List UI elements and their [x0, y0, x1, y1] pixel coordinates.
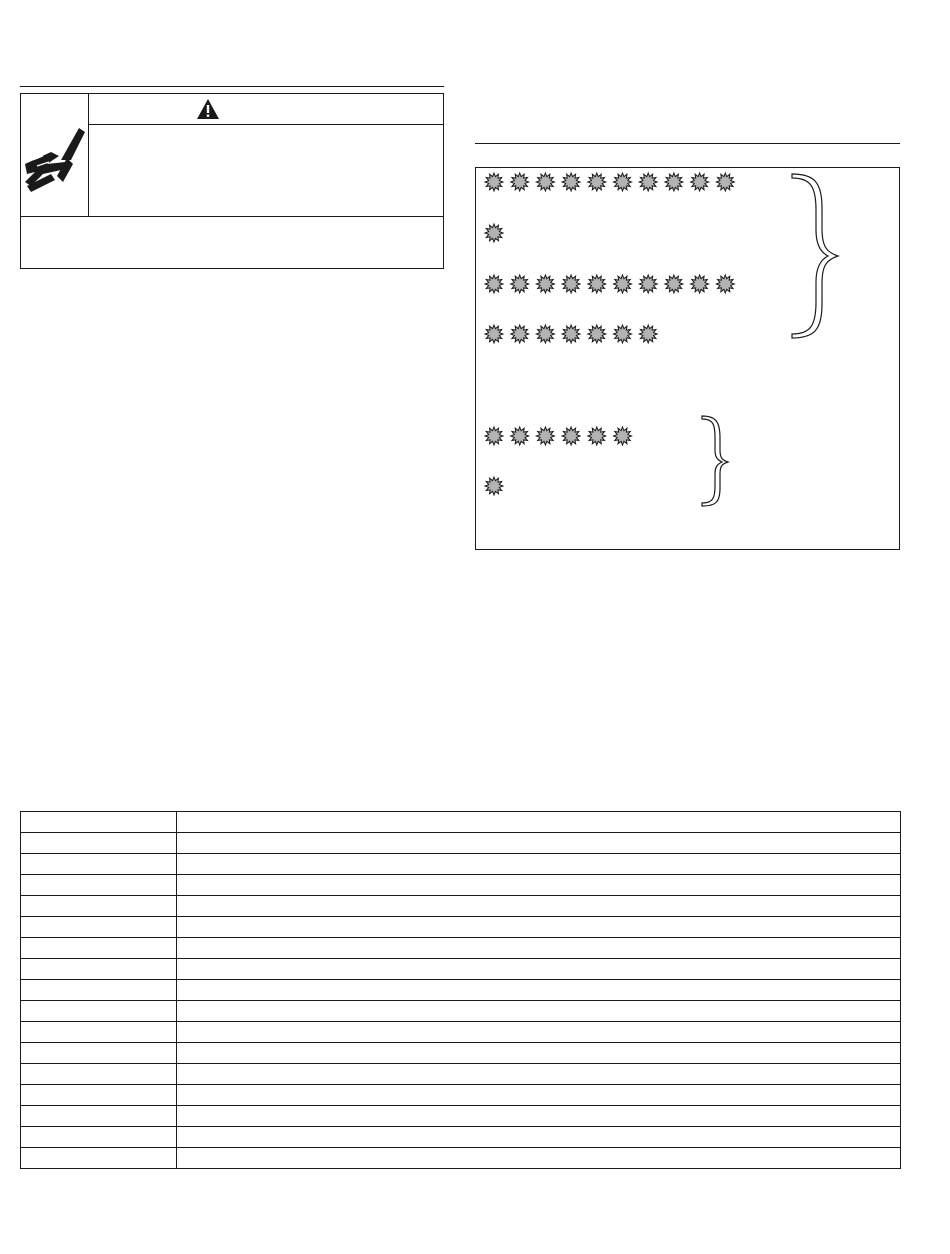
flash-starburst-icon: [485, 224, 503, 242]
flash-starburst-icon: [511, 275, 529, 293]
flash-starburst-icon: [485, 275, 503, 293]
flash-starburst-icon: [588, 427, 606, 445]
warning-triangle-icon: [196, 98, 220, 120]
group-a-brace: [792, 174, 838, 338]
flash-starburst-icon: [485, 477, 503, 495]
table-cell-description: [177, 938, 901, 959]
table-row: [21, 1022, 901, 1043]
hand-injection-hazard-icon: [21, 94, 89, 216]
left-section-rule: [20, 86, 444, 87]
warning-body: [89, 125, 443, 216]
flash-starburst-icon: [562, 275, 580, 293]
table-cell-description: [177, 959, 901, 980]
flash-starburst-icon: [562, 427, 580, 445]
flash-starburst-icon: [536, 427, 554, 445]
table-cell-label: [21, 833, 177, 854]
flash-starburst-icon: [588, 325, 606, 343]
table-cell-label: [21, 1106, 177, 1127]
flash-starburst-icon: [691, 275, 709, 293]
flash-starburst-icon: [536, 275, 554, 293]
table-cell-description: [177, 833, 901, 854]
right-section-rule: [475, 143, 900, 144]
table-cell-description: [177, 1127, 901, 1148]
flash-starburst-icon: [639, 275, 657, 293]
spec-table: [20, 811, 901, 1169]
table-cell-description: [177, 1022, 901, 1043]
table-cell-label: [21, 854, 177, 875]
table-row: [21, 1127, 901, 1148]
table-row: [21, 854, 901, 875]
table-cell-label: [21, 1043, 177, 1064]
flash-starburst-icon: [614, 173, 632, 191]
flash-starburst-icon: [511, 427, 529, 445]
flash-starburst-icon: [614, 427, 632, 445]
table-cell-label: [21, 896, 177, 917]
table-cell-description: [177, 896, 901, 917]
table-row: [21, 938, 901, 959]
warning-panel: [20, 93, 444, 269]
table-cell-description: [177, 1148, 901, 1169]
flash-starburst-icon: [536, 325, 554, 343]
table-cell-label: [21, 1022, 177, 1043]
table-cell-label: [21, 812, 177, 833]
table-cell-label: [21, 959, 177, 980]
table-row: [21, 1001, 901, 1022]
warning-header: [89, 94, 443, 125]
flash-starburst-icon: [665, 275, 683, 293]
table-row: [21, 980, 901, 1001]
table-cell-description: [177, 980, 901, 1001]
flash-starburst-icon: [562, 173, 580, 191]
flash-starburst-icon: [485, 325, 503, 343]
table-cell-description: [177, 1001, 901, 1022]
group-b-brace: [702, 416, 728, 506]
flash-starburst-icon: [639, 325, 657, 343]
table-row: [21, 959, 901, 980]
table-cell-label: [21, 1064, 177, 1085]
table-row: [21, 812, 901, 833]
flash-starburst-icon: [716, 173, 734, 191]
table-cell-description: [177, 1064, 901, 1085]
flash-starburst-icon: [511, 325, 529, 343]
flash-starburst-icon: [716, 275, 734, 293]
flash-code-svg: [476, 168, 901, 551]
table-cell-label: [21, 1085, 177, 1106]
flash-starburst-icon: [536, 173, 554, 191]
flash-starburst-icon: [588, 275, 606, 293]
flash-starburst-icon: [665, 173, 683, 191]
table-cell-label: [21, 1001, 177, 1022]
warning-icon-cell: [21, 94, 89, 216]
table-row: [21, 1148, 901, 1169]
table-row: [21, 917, 901, 938]
table-cell-label: [21, 1148, 177, 1169]
flash-code-diagram: [475, 167, 900, 550]
table-cell-label: [21, 917, 177, 938]
flash-starburst-icon: [511, 173, 529, 191]
table-cell-description: [177, 1106, 901, 1127]
table-row: [21, 1043, 901, 1064]
warning-footer: [21, 216, 443, 268]
flash-starburst-icon: [614, 275, 632, 293]
flash-starburst-icon: [639, 173, 657, 191]
flash-starburst-icon: [485, 173, 503, 191]
table-cell-description: [177, 917, 901, 938]
table-row: [21, 875, 901, 896]
flash-starburst-icon: [562, 325, 580, 343]
table-cell-label: [21, 1127, 177, 1148]
flash-starburst-icon: [614, 325, 632, 343]
table-cell-description: [177, 875, 901, 896]
flash-starburst-icon: [691, 173, 709, 191]
table-cell-label: [21, 980, 177, 1001]
table-cell-label: [21, 938, 177, 959]
table-cell-description: [177, 812, 901, 833]
table-row: [21, 1085, 901, 1106]
flash-starburst-icon: [485, 427, 503, 445]
table-row: [21, 896, 901, 917]
table-cell-description: [177, 1085, 901, 1106]
flash-starburst-icon: [588, 173, 606, 191]
table-row: [21, 833, 901, 854]
table-row: [21, 1064, 901, 1085]
table-cell-description: [177, 854, 901, 875]
table-cell-description: [177, 1043, 901, 1064]
table-row: [21, 1106, 901, 1127]
table-cell-label: [21, 875, 177, 896]
